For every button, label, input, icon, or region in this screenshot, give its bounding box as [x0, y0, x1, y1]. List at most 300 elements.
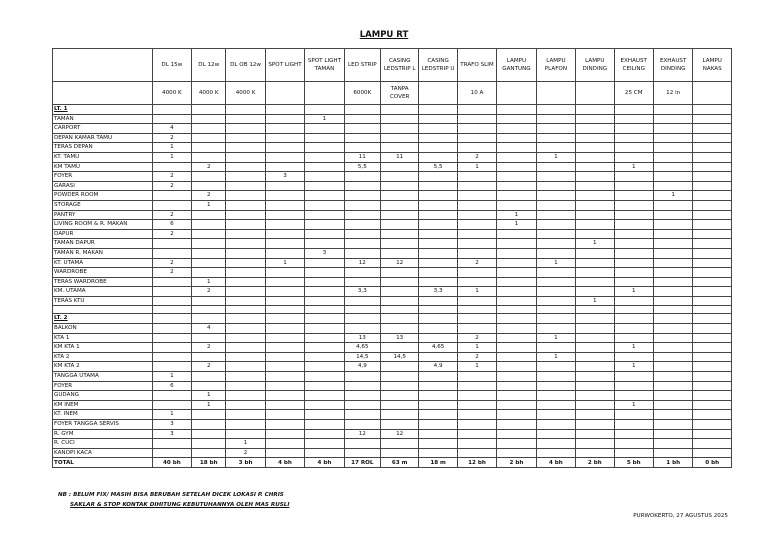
quantity-cell: 2 — [152, 258, 191, 268]
table-row — [53, 362, 732, 372]
quantity-cell — [192, 181, 226, 191]
quantity-cell — [457, 220, 496, 230]
quantity-cell — [536, 314, 575, 324]
quantity-cell — [653, 306, 692, 314]
quantity-cell — [497, 191, 536, 201]
quantity-cell: 3 bh — [226, 458, 265, 468]
quantity-cell — [614, 391, 653, 401]
location-cell: LIVING ROOM & R. MAKAN — [53, 220, 153, 230]
quantity-cell — [226, 143, 265, 153]
quantity-cell: 4,65 — [344, 343, 380, 353]
quantity-cell — [192, 306, 226, 314]
quantity-cell — [614, 152, 653, 162]
quantity-cell — [653, 239, 692, 249]
quantity-cell — [576, 114, 614, 124]
location-cell: TANGGA UTAMA — [53, 372, 153, 382]
quantity-cell — [693, 362, 732, 372]
quantity-cell — [536, 362, 575, 372]
total-row — [53, 458, 732, 468]
quantity-cell — [265, 143, 304, 153]
quantity-cell: 2 — [457, 258, 496, 268]
quantity-cell — [226, 372, 265, 382]
quantity-cell: 11 — [380, 152, 418, 162]
quantity-cell — [653, 429, 692, 439]
quantity-cell — [226, 352, 265, 362]
quantity-cell — [653, 258, 692, 268]
quantity-cell: 4,9 — [344, 362, 380, 372]
quantity-cell: 3 — [265, 172, 304, 182]
table-row — [53, 152, 732, 162]
quantity-cell — [653, 162, 692, 172]
quantity-cell — [305, 200, 344, 210]
quantity-cell — [265, 105, 304, 115]
quantity-cell — [536, 124, 575, 134]
quantity-cell — [653, 114, 692, 124]
quantity-cell: 1 — [192, 391, 226, 401]
quantity-cell — [497, 381, 536, 391]
table-row — [53, 352, 732, 362]
location-cell: TERAS DEPAN — [53, 143, 153, 153]
quantity-cell — [497, 277, 536, 287]
quantity-cell: 4,9 — [419, 362, 457, 372]
quantity-cell — [344, 324, 380, 334]
column-spec: 6000K — [344, 82, 380, 105]
quantity-cell — [380, 220, 418, 230]
quantity-cell — [344, 229, 380, 239]
quantity-cell: 1 — [653, 191, 692, 201]
quantity-cell — [344, 439, 380, 449]
location-cell: FOYER — [53, 381, 153, 391]
quantity-cell — [152, 448, 191, 458]
quantity-cell — [653, 439, 692, 449]
table-row — [53, 229, 732, 239]
quantity-cell — [653, 124, 692, 134]
table-row — [53, 343, 732, 353]
quantity-cell — [265, 372, 304, 382]
quantity-cell — [152, 239, 191, 249]
quantity-cell — [693, 210, 732, 220]
quantity-cell — [693, 268, 732, 278]
column-spec: 4000 K — [192, 82, 226, 105]
column-header: LAMPU GANTUNG — [497, 49, 536, 82]
quantity-cell — [693, 296, 732, 306]
quantity-cell — [576, 258, 614, 268]
quantity-cell — [192, 268, 226, 278]
quantity-cell — [419, 296, 457, 306]
quantity-cell — [536, 448, 575, 458]
quantity-cell: 2 — [192, 162, 226, 172]
quantity-cell — [693, 143, 732, 153]
quantity-cell — [380, 362, 418, 372]
quantity-cell — [344, 124, 380, 134]
quantity-cell — [693, 420, 732, 430]
quantity-cell — [653, 333, 692, 343]
quantity-cell — [457, 268, 496, 278]
quantity-cell — [152, 191, 191, 201]
quantity-cell — [576, 391, 614, 401]
quantity-cell — [152, 296, 191, 306]
quantity-cell: 2 — [192, 287, 226, 297]
quantity-cell — [226, 210, 265, 220]
quantity-cell — [226, 381, 265, 391]
quantity-cell — [380, 248, 418, 258]
column-header: LAMPU PLAFON — [536, 49, 575, 82]
quantity-cell — [226, 314, 265, 324]
quantity-cell — [614, 239, 653, 249]
quantity-cell — [226, 277, 265, 287]
quantity-cell: 1 — [576, 296, 614, 306]
quantity-cell: 1 — [457, 343, 496, 353]
quantity-cell — [305, 429, 344, 439]
column-header: LAMPU NAKAS — [693, 49, 732, 82]
location-cell: FOYER — [53, 172, 153, 182]
quantity-cell — [380, 277, 418, 287]
quantity-cell — [344, 314, 380, 324]
quantity-cell — [614, 306, 653, 314]
quantity-cell — [226, 181, 265, 191]
quantity-cell — [226, 333, 265, 343]
quantity-cell: 1 — [614, 362, 653, 372]
quantity-cell: 4 — [152, 124, 191, 134]
quantity-cell — [419, 277, 457, 287]
quantity-cell — [536, 277, 575, 287]
quantity-cell — [693, 162, 732, 172]
quantity-cell — [344, 391, 380, 401]
quantity-cell: 2 — [192, 343, 226, 353]
quantity-cell — [380, 306, 418, 314]
quantity-cell — [457, 420, 496, 430]
column-spec: 10 A — [457, 82, 496, 105]
quantity-cell: 6 — [152, 220, 191, 230]
quantity-cell: 1 — [614, 287, 653, 297]
quantity-cell — [226, 391, 265, 401]
quantity-cell — [380, 439, 418, 449]
quantity-cell — [305, 133, 344, 143]
quantity-cell — [536, 400, 575, 410]
quantity-cell: 1 — [457, 287, 496, 297]
column-spec — [53, 82, 153, 105]
quantity-cell — [693, 248, 732, 258]
quantity-cell — [576, 381, 614, 391]
column-spec: 4000 K — [226, 82, 265, 105]
quantity-cell — [226, 114, 265, 124]
quantity-cell — [693, 239, 732, 249]
quantity-cell — [380, 181, 418, 191]
quantity-cell — [693, 324, 732, 334]
column-header: SPOT LIGHT TAMAN — [305, 49, 344, 82]
section-row — [53, 314, 732, 324]
quantity-cell — [497, 114, 536, 124]
quantity-cell — [576, 181, 614, 191]
quantity-cell — [614, 429, 653, 439]
quantity-cell: 18 m — [419, 458, 457, 468]
quantity-cell — [497, 391, 536, 401]
quantity-cell — [152, 277, 191, 287]
quantity-cell — [305, 191, 344, 201]
table-row — [53, 296, 732, 306]
table-row — [53, 333, 732, 343]
quantity-cell — [305, 220, 344, 230]
quantity-cell — [305, 324, 344, 334]
quantity-cell — [344, 268, 380, 278]
quantity-cell — [497, 448, 536, 458]
quantity-cell: 5 bh — [614, 458, 653, 468]
quantity-cell: 1 — [614, 162, 653, 172]
table-row — [53, 381, 732, 391]
quantity-cell: 4 bh — [305, 458, 344, 468]
quantity-cell — [265, 352, 304, 362]
quantity-cell: 3 — [152, 420, 191, 430]
quantity-cell — [152, 200, 191, 210]
table-row — [53, 429, 732, 439]
quantity-cell — [192, 172, 226, 182]
quantity-cell — [693, 200, 732, 210]
quantity-cell — [192, 105, 226, 115]
quantity-cell — [576, 343, 614, 353]
quantity-cell — [265, 391, 304, 401]
quantity-cell: 4 — [192, 324, 226, 334]
quantity-cell — [497, 362, 536, 372]
quantity-cell — [305, 181, 344, 191]
quantity-cell — [305, 105, 344, 115]
quantity-cell — [192, 420, 226, 430]
quantity-cell — [226, 258, 265, 268]
quantity-cell — [457, 248, 496, 258]
quantity-cell — [419, 258, 457, 268]
quantity-cell — [653, 448, 692, 458]
quantity-cell — [457, 229, 496, 239]
quantity-cell — [614, 210, 653, 220]
quantity-cell — [152, 248, 191, 258]
quantity-cell — [497, 372, 536, 382]
quantity-cell: 12 — [344, 429, 380, 439]
quantity-cell — [576, 191, 614, 201]
quantity-cell — [265, 133, 304, 143]
quantity-cell — [536, 324, 575, 334]
quantity-cell — [614, 133, 653, 143]
quantity-cell: 1 — [536, 258, 575, 268]
quantity-cell — [226, 400, 265, 410]
quantity-cell — [192, 124, 226, 134]
quantity-cell — [693, 181, 732, 191]
quantity-cell — [344, 448, 380, 458]
quantity-cell — [419, 133, 457, 143]
quantity-cell — [693, 229, 732, 239]
quantity-cell — [265, 191, 304, 201]
quantity-cell — [457, 372, 496, 382]
quantity-cell — [693, 124, 732, 134]
quantity-cell — [152, 314, 191, 324]
quantity-cell — [226, 229, 265, 239]
location-cell: LT. 2 — [53, 314, 153, 324]
quantity-cell — [192, 333, 226, 343]
quantity-cell — [305, 210, 344, 220]
quantity-cell — [614, 105, 653, 115]
quantity-cell: 1 — [457, 162, 496, 172]
quantity-cell — [265, 181, 304, 191]
quantity-cell — [614, 277, 653, 287]
location-cell: KTA 2 — [53, 352, 153, 362]
quantity-cell — [497, 143, 536, 153]
quantity-cell — [653, 343, 692, 353]
quantity-cell — [380, 172, 418, 182]
quantity-cell — [614, 114, 653, 124]
table-row — [53, 172, 732, 182]
quantity-cell — [419, 248, 457, 258]
table-row — [53, 220, 732, 230]
quantity-cell — [497, 333, 536, 343]
quantity-cell — [419, 372, 457, 382]
quantity-cell: 2 — [192, 362, 226, 372]
quantity-cell: 1 bh — [653, 458, 692, 468]
quantity-cell — [419, 333, 457, 343]
quantity-cell — [457, 400, 496, 410]
quantity-cell — [653, 420, 692, 430]
quantity-cell — [305, 268, 344, 278]
quantity-cell — [536, 410, 575, 420]
quantity-cell — [226, 296, 265, 306]
quantity-cell — [536, 248, 575, 258]
quantity-cell: 2 — [152, 181, 191, 191]
quantity-cell — [614, 314, 653, 324]
column-header: CASING LEDSTRIP L — [380, 49, 418, 82]
quantity-cell — [344, 306, 380, 314]
column-spec: 12 in — [653, 82, 692, 105]
quantity-cell — [226, 220, 265, 230]
quantity-cell — [265, 268, 304, 278]
location-cell: TAMAN — [53, 114, 153, 124]
quantity-cell — [497, 352, 536, 362]
quantity-cell: 2 — [152, 133, 191, 143]
quantity-cell — [419, 105, 457, 115]
quantity-cell: 12 — [380, 258, 418, 268]
quantity-cell — [576, 133, 614, 143]
quantity-cell — [497, 258, 536, 268]
quantity-cell: 3 — [152, 429, 191, 439]
quantity-cell — [419, 448, 457, 458]
quantity-cell: 1 — [192, 400, 226, 410]
quantity-cell: 12 bh — [457, 458, 496, 468]
quantity-cell — [226, 133, 265, 143]
quantity-cell — [693, 333, 732, 343]
quantity-cell — [693, 172, 732, 182]
quantity-cell — [419, 410, 457, 420]
column-header: DL OB 12w — [226, 49, 265, 82]
location-cell: BALKON — [53, 324, 153, 334]
quantity-cell — [457, 277, 496, 287]
quantity-cell — [693, 152, 732, 162]
quantity-cell — [419, 172, 457, 182]
quantity-cell: 2 — [226, 448, 265, 458]
location-cell: KT. UTAMA — [53, 258, 153, 268]
quantity-cell — [419, 400, 457, 410]
quantity-cell — [536, 114, 575, 124]
location-cell: DEPAN KAMAR TAMU — [53, 133, 153, 143]
quantity-cell — [693, 114, 732, 124]
location-cell: KANOPI KACA — [53, 448, 153, 458]
note-line-2: SAKLAR & STOP KONTAK DIHITUNG KEBUTUHANNYA OLEH MAS RUSLI — [70, 502, 290, 508]
quantity-cell — [614, 220, 653, 230]
quantity-cell — [457, 391, 496, 401]
location-cell: DAPUR — [53, 229, 153, 239]
table-row — [53, 400, 732, 410]
quantity-cell — [419, 420, 457, 430]
quantity-cell — [693, 372, 732, 382]
quantity-cell — [457, 181, 496, 191]
quantity-cell — [305, 372, 344, 382]
quantity-cell — [536, 296, 575, 306]
quantity-cell — [614, 258, 653, 268]
quantity-cell — [653, 210, 692, 220]
location-cell: KT. TAMU — [53, 152, 153, 162]
quantity-cell: 1 — [457, 362, 496, 372]
quantity-cell: 63 m — [380, 458, 418, 468]
quantity-cell — [614, 410, 653, 420]
quantity-cell — [457, 105, 496, 115]
quantity-cell — [576, 152, 614, 162]
quantity-cell — [305, 343, 344, 353]
quantity-cell — [497, 124, 536, 134]
quantity-cell — [226, 105, 265, 115]
location-cell: TAMAN DAPUR — [53, 239, 153, 249]
location-cell: KM KTA 2 — [53, 362, 153, 372]
table-row — [53, 191, 732, 201]
quantity-cell — [576, 268, 614, 278]
quantity-cell — [457, 124, 496, 134]
quantity-cell — [152, 306, 191, 314]
quantity-cell — [419, 268, 457, 278]
quantity-cell — [419, 200, 457, 210]
quantity-cell — [265, 162, 304, 172]
quantity-cell — [457, 324, 496, 334]
quantity-cell — [497, 420, 536, 430]
quantity-cell: 1 — [536, 333, 575, 343]
quantity-cell — [344, 220, 380, 230]
quantity-cell — [344, 277, 380, 287]
quantity-cell — [614, 248, 653, 258]
quantity-cell — [419, 314, 457, 324]
quantity-cell — [693, 439, 732, 449]
quantity-cell — [653, 314, 692, 324]
table-row — [53, 448, 732, 458]
quantity-cell — [653, 200, 692, 210]
quantity-cell — [576, 277, 614, 287]
quantity-cell — [226, 268, 265, 278]
quantity-cell — [653, 143, 692, 153]
quantity-cell — [265, 210, 304, 220]
quantity-cell — [419, 220, 457, 230]
quantity-cell — [305, 352, 344, 362]
quantity-cell — [653, 133, 692, 143]
quantity-cell — [614, 420, 653, 430]
quantity-cell — [380, 229, 418, 239]
quantity-cell — [380, 314, 418, 324]
column-header: CASING LEDSTRIP U — [419, 49, 457, 82]
quantity-cell — [497, 306, 536, 314]
quantity-cell — [265, 362, 304, 372]
quantity-cell — [614, 439, 653, 449]
quantity-cell — [380, 287, 418, 297]
quantity-cell — [344, 210, 380, 220]
quantity-cell: 3,3 — [419, 287, 457, 297]
quantity-cell — [380, 296, 418, 306]
quantity-cell — [614, 172, 653, 182]
quantity-cell — [536, 306, 575, 314]
quantity-cell — [536, 229, 575, 239]
quantity-cell — [457, 410, 496, 420]
quantity-cell — [192, 114, 226, 124]
quantity-cell — [344, 181, 380, 191]
